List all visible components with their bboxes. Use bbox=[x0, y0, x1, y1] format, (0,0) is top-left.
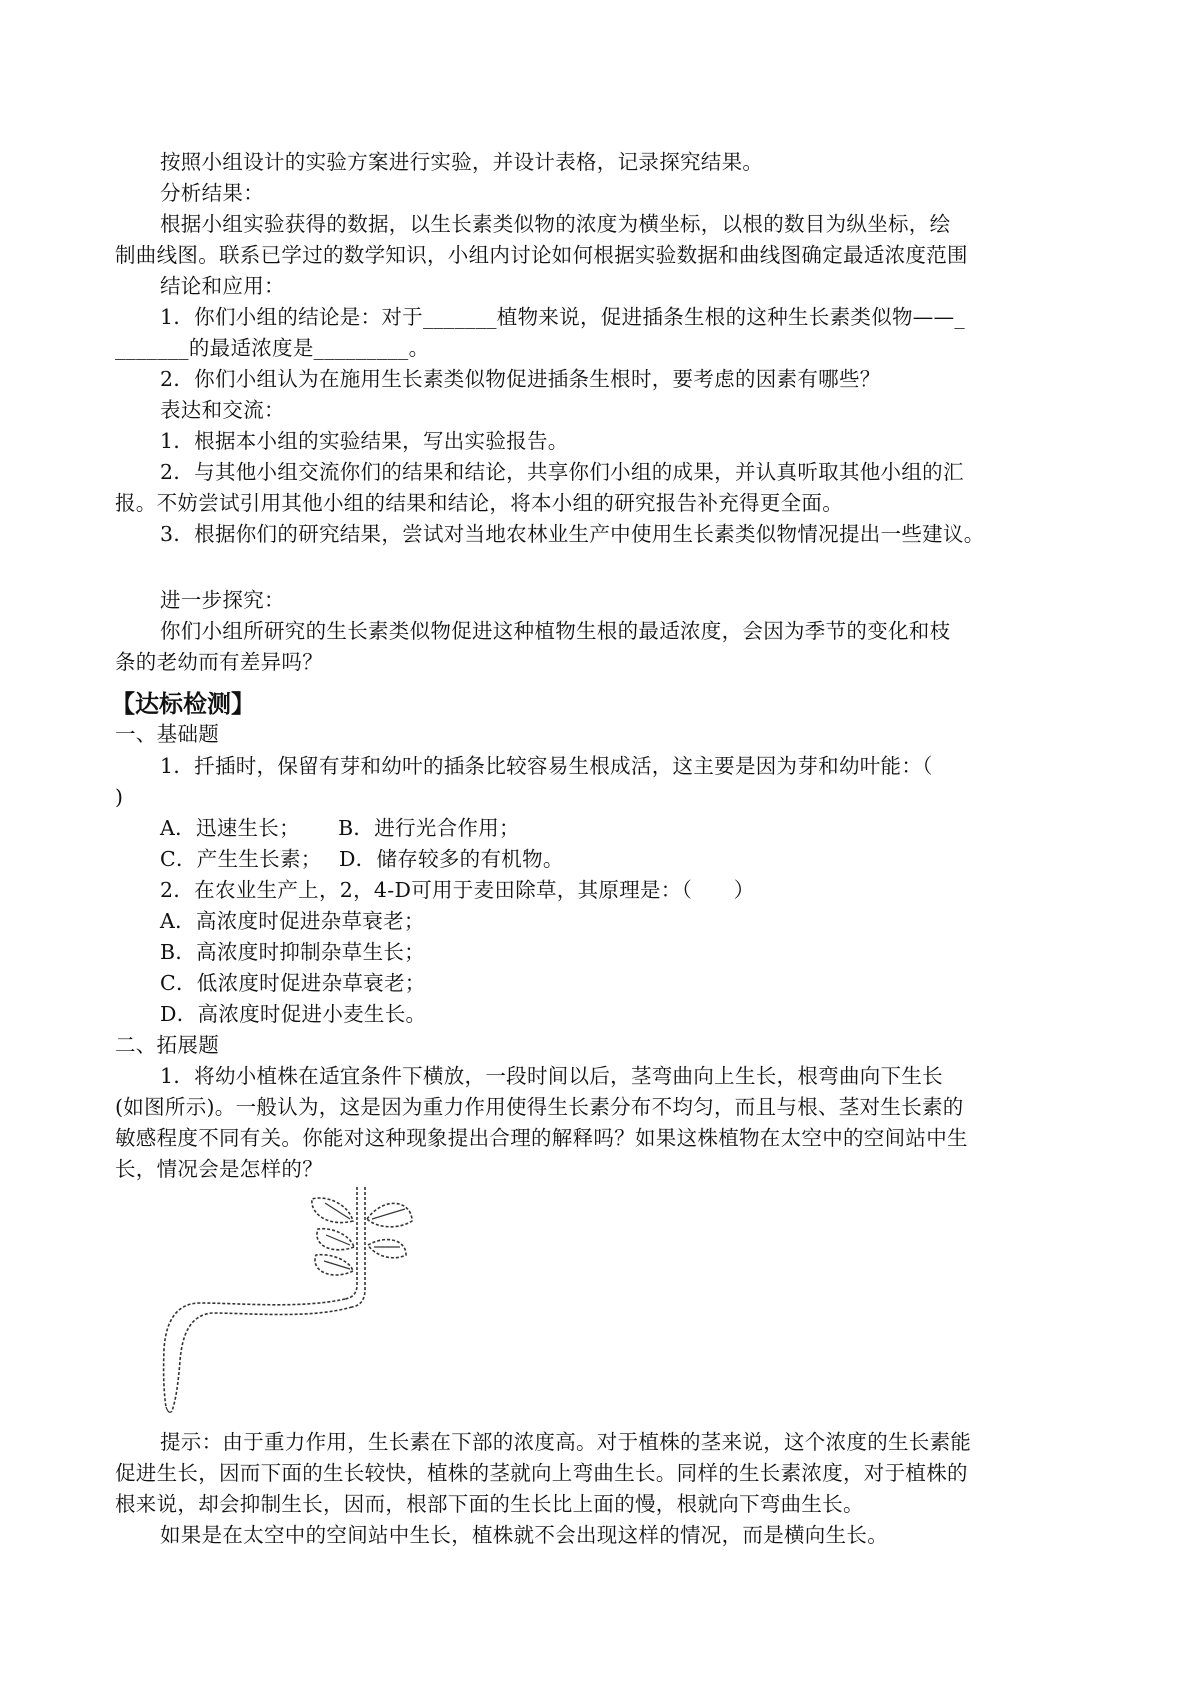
horizontal-plant-figure bbox=[160, 1185, 450, 1417]
further-line-1: 你们小组所研究的生长素类似物促进这种植物生根的最适浓度，会因为季节的变化和枝 bbox=[160, 619, 951, 643]
question-2: 2．在农业生产上，2，4-D可用于麦田除草，其原理是：（ ） bbox=[160, 878, 755, 902]
express-item-2-line-2: 报。不妨尝试引用其他小组的结果和结论，将本小组的研究报告补充得更全面。 bbox=[115, 491, 843, 515]
question-1-options-cd: C．产生生长素； D．储存较多的有机物。 bbox=[160, 847, 564, 871]
body-bottom-edge bbox=[172, 1307, 352, 1411]
conclusion-item-2: 2．你们小组认为在施用生长素类似物促进插条生根时，要考虑的因素有哪些？ bbox=[160, 367, 881, 391]
extension-question-line-3: 敏感程度不同有关。你能对这种现象提出合理的解释吗？如果这株植物在太空中的空间站中生 bbox=[115, 1126, 968, 1150]
question-1-options-ab: A．迅速生长； B．进行光合作用； bbox=[160, 816, 520, 840]
analysis-line-2: 制曲线图。联系已学过的数学知识，小组内讨论如何根据实验数据和曲线图确定最适浓度范围 bbox=[115, 243, 968, 267]
question-2-option-c: C．低浓度时促进杂草衰老； bbox=[160, 971, 426, 995]
express-item-2-line-1: 2．与其他小组交流你们的结果和结论，共享你们小组的成果，并认真听取其他小组的汇 bbox=[160, 460, 964, 484]
test-heading: 【达标检测】 bbox=[111, 690, 255, 718]
analysis-title: 分析结果： bbox=[160, 181, 264, 205]
extension-question-line-4: 长，情况会是怎样的？ bbox=[115, 1157, 323, 1181]
extension-section-title: 二、拓展题 bbox=[115, 1033, 219, 1057]
leaf-vein-2 bbox=[372, 1209, 405, 1219]
leaf-upper-left bbox=[312, 1198, 353, 1223]
experiment-instruction: 按照小组设计的实验方案进行实验，并设计表格，记录探究结果。 bbox=[160, 150, 764, 174]
question-1-line-2: ) bbox=[115, 785, 124, 809]
hint-line-1: 提示：由于重力作用，生长素在下部的浓度高。对于植株的茎来说，这个浓度的生长素能 bbox=[160, 1430, 972, 1454]
hint-line-3: 根来说，却会抑制生长，因而，根部下面的生长比上面的慢，根就向下弯曲生长。 bbox=[115, 1492, 864, 1516]
further-title: 进一步探究： bbox=[160, 588, 285, 612]
analysis-line-1: 根据小组实验获得的数据，以生长素类似物的浓度为横坐标，以根的数目为纵坐标，绘 bbox=[160, 212, 951, 236]
conclusion-item-1-line-1: 1．你们小组的结论是：对于_______植物来说，促进插条生根的这种生长素类似物——_ bbox=[160, 305, 965, 329]
extension-question-line-1: 1．将幼小植株在适宜条件下横放，一段时间以后，茎弯曲向上生长，根弯曲向下生长 bbox=[160, 1064, 943, 1088]
extension-question-line-2: (如图所示)。一般认为，这是因为重力作用使得生长素分布不均匀，而且与根、茎对生长素的 bbox=[115, 1095, 964, 1119]
question-1-line-1: 1．扦插时，保留有芽和幼叶的插条比较容易生根成活，这主要是因为芽和幼叶能：（ bbox=[160, 754, 933, 778]
leaf-upper-right bbox=[367, 1203, 412, 1226]
question-2-option-b: B．高浓度时抑制杂草生长； bbox=[160, 940, 425, 964]
express-title: 表达和交流： bbox=[160, 398, 285, 422]
stem-left-edge bbox=[345, 1187, 357, 1299]
space-station-note: 如果是在太空中的空间站中生长，植株就不会出现这样的情况，而是横向生长。 bbox=[160, 1523, 888, 1547]
leaf-bottom bbox=[315, 1255, 353, 1275]
leaf-vein-1 bbox=[325, 1203, 350, 1219]
leaf-lower-right bbox=[368, 1240, 406, 1258]
express-item-1: 1．根据本小组的实验结果，写出实验报告。 bbox=[160, 429, 569, 453]
express-item-3: 3．根据你们的研究结果，尝试对当地农林业生产中使用生长素类似物情况提出一些建议。 bbox=[160, 522, 985, 546]
root-tip bbox=[166, 1407, 172, 1412]
question-2-option-a: A．高浓度时促进杂草衰老； bbox=[160, 909, 425, 933]
basic-section-title: 一、基础题 bbox=[115, 722, 219, 746]
conclusion-title: 结论和应用： bbox=[160, 274, 285, 298]
conclusion-item-1-line-2: _______的最适浓度是_________。 bbox=[115, 336, 430, 360]
further-line-2: 条的老幼而有差异吗？ bbox=[115, 650, 323, 674]
hint-line-2: 促进生长，因而下面的生长较快，植株的茎就向上弯曲生长。同样的生长素浓度，对于植株的 bbox=[115, 1461, 968, 1485]
question-2-option-d: D．高浓度时促进小麦生长。 bbox=[160, 1002, 427, 1026]
body-top-edge bbox=[164, 1299, 345, 1407]
